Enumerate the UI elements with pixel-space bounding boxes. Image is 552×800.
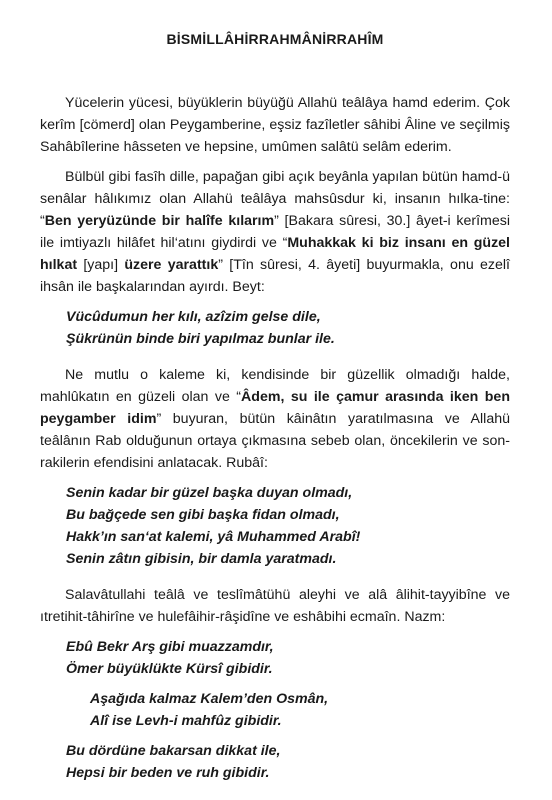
- paragraph-bulbul: [40, 166, 510, 298]
- paragraph-kalem: [40, 364, 510, 474]
- page-title: BİSMİLLÂHİRRAHMÂNİRRAHÎM: [166, 31, 384, 47]
- text-segment: Bülbül gibi fasîh dille, papağan gibi açık beyânla yapılan bütün hamd-ü senâlar hâlıkımız olan Allahü teâlâya mahsûsdur ki, insanın hılka-tine: “: [40, 169, 510, 229]
- text-segment: Ne mutlu o kaleme ki, kendisinde bir güzellik olmadığı halde, mahlûkatın en güzeli olan ve “: [40, 367, 510, 405]
- verse-line: Aşağıda kalmaz Kalem’den Osmân,: [90, 691, 329, 707]
- verse-nazm-1: [40, 636, 510, 680]
- quote-bold: Âdem, su ile çamur arasında iken ben peygamber idim: [40, 389, 510, 427]
- paragraph-hamd: Yücelerin yücesi, büyüklerin büyüğü Allahü teâlâya hamd ederim. Çok kerîm [cömerd] olan Peygamberine, eşsiz fazîletler sâhibi Âline ve seçilmiş Sahâbîlerine hâsseten ve hepsine, umûmen salâtü selâm ederim.: [40, 95, 510, 155]
- verse-nazm-2: [40, 688, 510, 732]
- paragraph-salavat: Salavâtullahi teâlâ ve teslîmâtühü aleyhi ve alâ âlihit-tayyibîne ve ıtretihit-tâhirîne ve hulefâihir-râşidîne ve eshâbihi ecmaîn. Nazm:: [40, 587, 510, 625]
- verse-line: Ebû Bekr Arş gibi muazzamdır,: [66, 639, 274, 655]
- verse-line: Hepsi bir beden ve ruh gibidir.: [66, 765, 270, 781]
- verse-line: Senin kadar bir güzel başka duyan olmadı,: [66, 485, 353, 501]
- verse-line: Hakk’ın san‘at kalemi, yâ Muhammed Arabî!: [66, 529, 361, 545]
- quote-bold: Muhakkak ki biz insanı en güzel hılkat: [40, 235, 510, 273]
- verse-line: Bu bağçede sen gibi başka fidan olmadı,: [66, 507, 340, 523]
- verse-line: Alî ise Levh-i mahfûz gibidir.: [90, 713, 282, 729]
- text-segment: ” [Tîn sûresi, 4. âyeti] buyurmakla, onu ezelî ihsân ile başkalarından ayırdı. Beyt:: [40, 257, 510, 295]
- verse-beyt: [40, 306, 510, 350]
- verse-line: Bu dördüne bakarsan dikkat ile,: [66, 743, 281, 759]
- verse-line: Senin zâtın gibisin, bir damla yaratmadı.: [66, 551, 337, 567]
- verse-line: Şükrünün binde biri yapılmaz bunlar ile.: [66, 331, 335, 347]
- verse-rubai: [40, 482, 510, 570]
- quote-bold: üzere yarattık: [124, 257, 219, 273]
- quote-bold: Ben yeryüzünde bir halîfe kılarım: [44, 213, 275, 229]
- verse-nazm-3: [40, 740, 510, 784]
- text-segment: [yapı]: [77, 257, 125, 273]
- text-segment: ” [Bakara sûresi, 30.] âyet-i kerîmesi ile imtiyazlı hilâfet hil‘atını giydirdi ve “: [40, 213, 511, 251]
- verse-line: Vücûdumun her kılı, azîzim gelse dile,: [66, 309, 321, 325]
- text-segment: ” buyuran, bütün kâinâtın yaratılmasına ve Allahü teâlânın Rab olduğunun ortaya çıkmasına sebeb olan, öncekilerin ve son-rakilerin efendisini anlatacak. Rubâî:: [40, 411, 510, 471]
- verse-line: Ömer büyüklükte Kürsî gibidir.: [66, 661, 273, 677]
